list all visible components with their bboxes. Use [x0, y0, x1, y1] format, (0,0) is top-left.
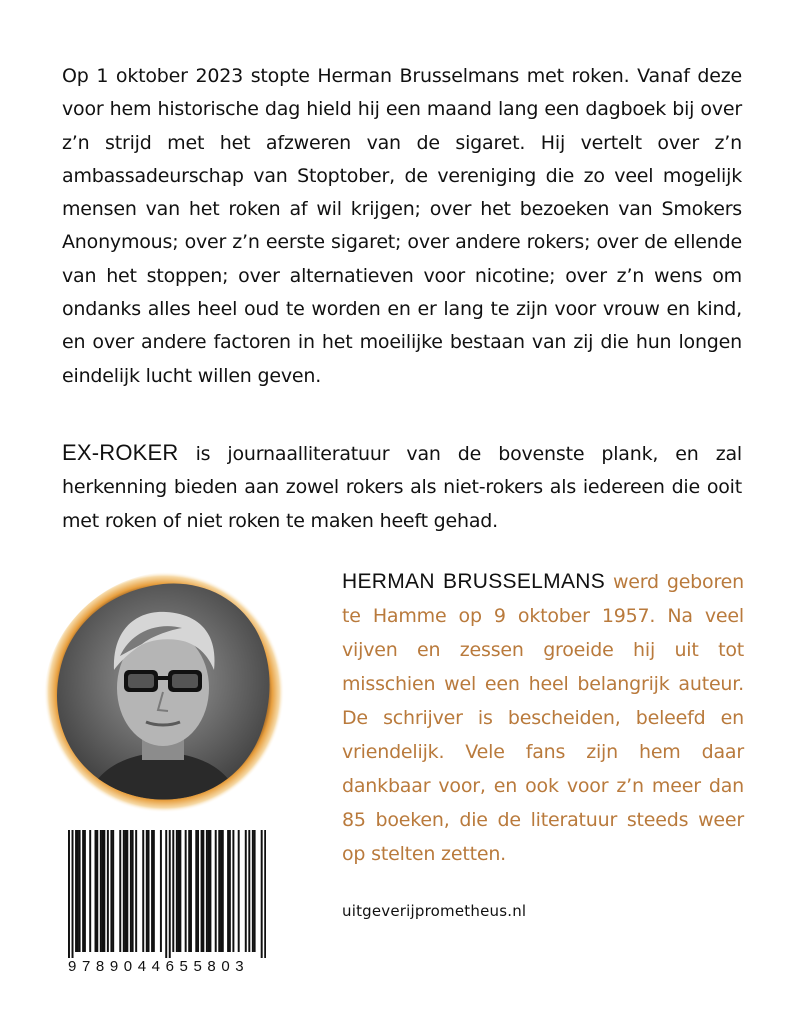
barcode-bar — [201, 830, 203, 952]
barcode-bar — [185, 830, 187, 952]
barcode-bar — [142, 830, 144, 952]
barcode-bar — [232, 830, 234, 952]
barcode-bar — [202, 830, 204, 952]
barcode-bar — [130, 830, 132, 952]
barcode-bar — [218, 830, 220, 952]
barcode-bar — [84, 830, 86, 952]
barcode-bar — [190, 830, 192, 952]
barcode-bar — [112, 830, 114, 952]
barcode-bar — [209, 830, 211, 952]
author-portrait — [42, 570, 284, 812]
barcode-bar — [172, 830, 174, 952]
barcode-bar — [135, 830, 137, 952]
barcode-bar — [146, 830, 148, 952]
barcode-bar — [126, 830, 128, 952]
barcode-bar — [261, 830, 263, 958]
barcode-bar — [148, 830, 150, 952]
barcode-bar — [169, 830, 171, 958]
barcode-bar — [151, 830, 153, 952]
barcode-bar — [206, 830, 208, 952]
barcode-bar — [195, 830, 197, 952]
barcode-icon — [68, 830, 266, 958]
author-name: HERMAN BRUSSELMANS — [342, 570, 606, 593]
barcode-bar — [103, 830, 105, 952]
barcode-bar — [95, 830, 97, 952]
author-bio-text: werd geboren te Hamme op 9 oktober 1957. Na veel vijven en zessen groeide hij uit tot misschien wel een heel belangrijk auteur. De schrijver is bescheiden, beleefd en vriendelijk. Vele fans zijn hem daar dankbaar voor, en ook voor z’n meer dan 85 boeken, die de literatuur steeds weer op stelten zetten. — [342, 571, 744, 865]
barcode-bar — [160, 830, 162, 952]
barcode-bar — [132, 830, 134, 952]
barcode-bar — [153, 830, 155, 952]
publisher-website[interactable]: uitgeverijprometheus.nl — [342, 902, 527, 920]
barcode-bar — [75, 830, 77, 952]
barcode-bar — [248, 830, 250, 952]
barcode-bar — [176, 830, 178, 952]
barcode-bar — [102, 830, 104, 952]
barcode-bar — [208, 830, 210, 952]
barcode-bar — [229, 830, 231, 952]
barcode-bar — [79, 830, 81, 952]
barcode-bar — [178, 830, 180, 952]
barcode-bar — [215, 830, 217, 952]
author-portrait-icon — [42, 570, 284, 812]
barcode-bar — [227, 830, 229, 952]
author-bio — [342, 565, 744, 871]
barcode-bar — [179, 830, 181, 952]
barcode-bar — [220, 830, 222, 952]
barcode-bar — [89, 830, 91, 952]
blurb-paragraph-1 — [62, 60, 742, 393]
barcode-bar — [252, 830, 254, 952]
blurb-text-1: Op 1 oktober 2023 stopte Herman Brusselmans met roken. Vanaf deze voor hem historische dag hield hij een maand lang een dagboek bij over z’n strijd met het afzweren van de sigaret. Hij vertelt over z’n ambassadeurschap van Stoptober, de vereniging die zo veel mogelijk mensen van het roken af wil krijgen; over het bezoeken van Smokers Anonymous; over z’n eerste sigaret; over andere rokers; over de ellende van het stoppen; over alternatieven voor nicotine; over z’n wens om ondanks alles heel oud te worden en er lang te zijn voor vrouw en kind, en over andere factoren in het moeilijke bestaan van zij die hun longen eindelijk lucht willen geven. — [62, 65, 742, 387]
barcode-bar — [238, 830, 240, 952]
barcode-bar — [125, 830, 127, 952]
barcode-bar — [107, 830, 109, 952]
barcode-bar — [68, 830, 70, 958]
blurb-paragraph-2 — [62, 436, 742, 538]
blurb-text-2: is journaalliteratuur van de bovenste plank, en zal herkenning bieden aan zowel rokers als niet-rokers als iedereen die ooit met roken of niet roken te maken heeft gehad. — [62, 443, 742, 532]
barcode-bar — [123, 830, 125, 952]
barcode-bar — [245, 830, 247, 952]
barcode-bar — [165, 830, 167, 958]
barcode-bar — [96, 830, 98, 952]
barcode-bar — [77, 830, 79, 952]
barcode-bar — [254, 830, 256, 952]
barcode-bar — [197, 830, 199, 952]
barcode-bar — [110, 830, 112, 952]
barcode-bar — [72, 830, 74, 958]
barcode-bar — [264, 830, 266, 958]
book-title: EX-ROKER — [62, 440, 179, 465]
barcode-bar — [119, 830, 121, 952]
barcode-bar — [222, 830, 224, 952]
barcode-bar — [82, 830, 84, 952]
isbn-number: 9789044655803 — [68, 958, 250, 975]
barcode-bar — [188, 830, 190, 952]
barcode-bar — [100, 830, 102, 952]
